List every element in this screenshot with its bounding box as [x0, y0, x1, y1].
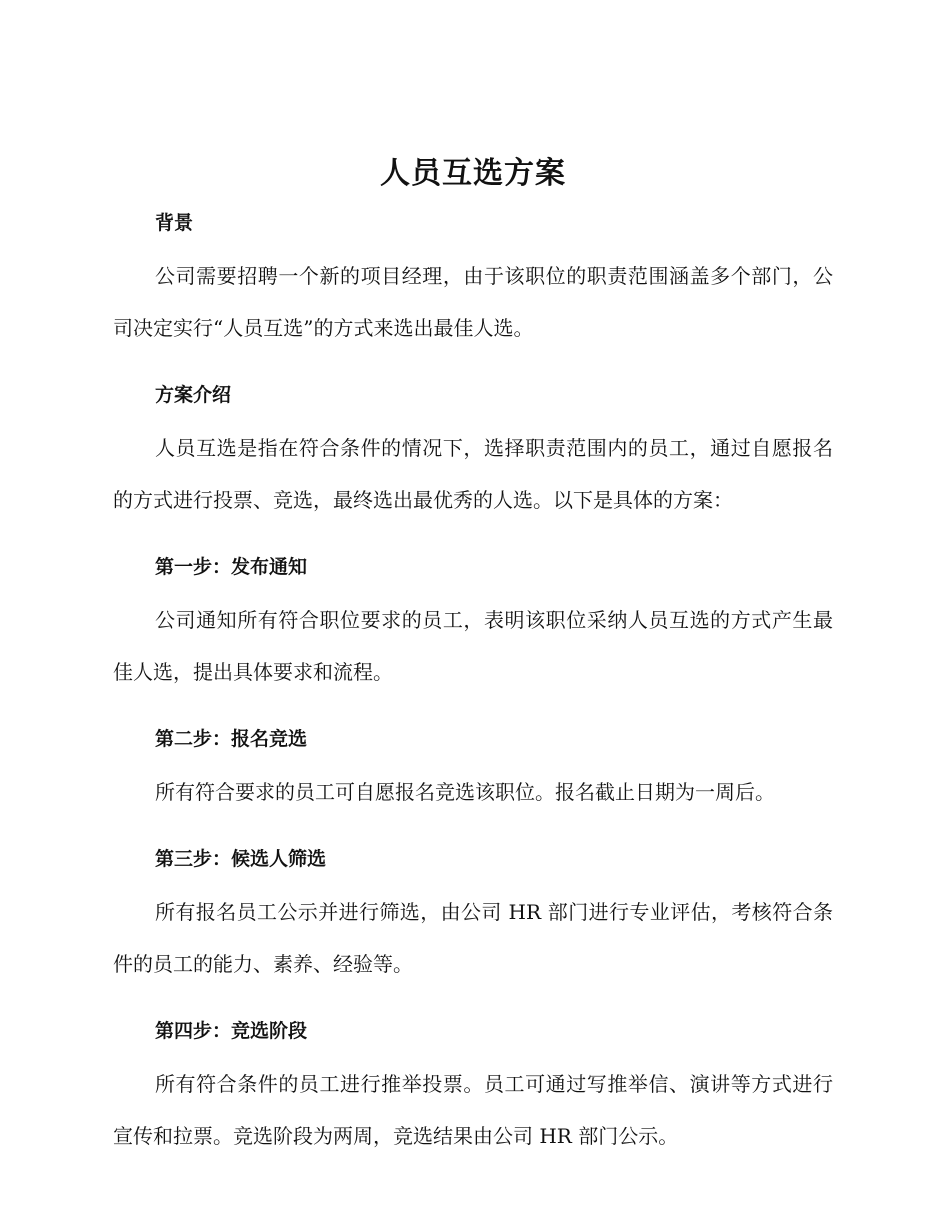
- section-heading-step-2: 第二步：报名竞选: [155, 728, 308, 750]
- section-heading-plan-intro: 方案介绍: [155, 384, 232, 406]
- section-body-step-2: 所有符合要求的员工可自愿报名竞选该职位。报名截止日期为一周后。: [155, 780, 775, 804]
- section-body-background: 公司需要招聘一个新的项目经理，由于该职位的职责范围涵盖多个部门，公司决定实行“人员互选”的方式来选出最佳人选。: [113, 264, 833, 340]
- section-heading-step-4: 第四步：竞选阶段: [155, 1020, 308, 1042]
- section-body-step-1: 公司通知所有符合职位要求的员工，表明该职位采纳人员互选的方式产生最佳人选，提出具体要求和流程。: [113, 608, 833, 684]
- section-heading-step-1: 第一步：发布通知: [155, 556, 308, 578]
- section-body-step-3: 所有报名员工公示并进行筛选，由公司 HR 部门进行专业评估，考核符合条件的员工的能力、素养、经验等。: [113, 900, 833, 976]
- section-body-plan-intro: 人员互选是指在符合条件的情况下，选择职责范围内的员工，通过自愿报名的方式进行投票、竞选，最终选出最优秀的人选。以下是具体的方案：: [113, 436, 833, 512]
- section-heading-step-3: 第三步：候选人筛选: [155, 848, 327, 870]
- section-heading-background: 背景: [155, 212, 194, 234]
- document-title: 人员互选方案: [380, 156, 566, 191]
- document-page: [113, 148, 833, 1162]
- section-body-step-4: 所有符合条件的员工进行推举投票。员工可通过写推举信、演讲等方式进行宣传和拉票。竞选阶段为两周，竞选结果由公司 HR 部门公示。: [113, 1072, 833, 1148]
